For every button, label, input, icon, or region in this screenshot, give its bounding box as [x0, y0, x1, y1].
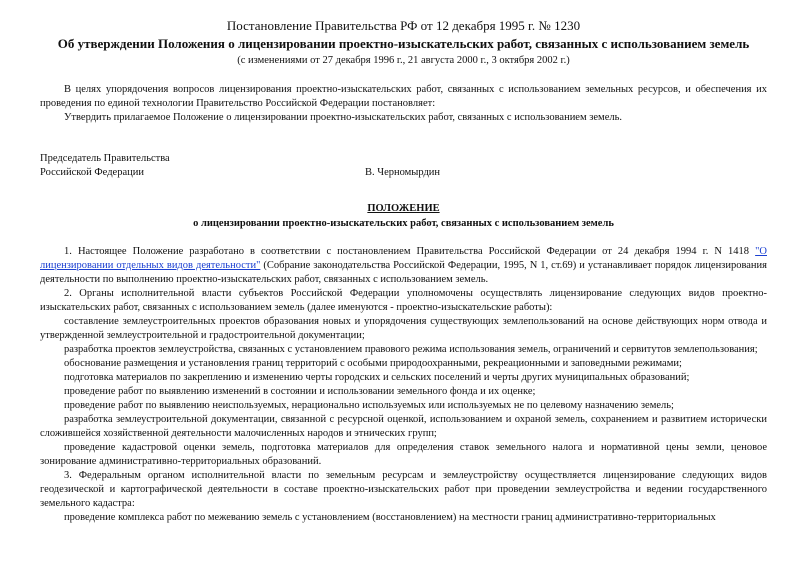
document-page	[0, 17, 807, 588]
document-header	[40, 17, 767, 68]
item-1-text-before: 1. Настоящее Положение разработано в соответствии с постановлением Правительства Российской Федерации от 24 декабря 1994 г. N 1418	[64, 246, 756, 257]
list-item: подготовка материалов по закреплению и изменению черты городских и сельских поселений и черты других муниципальных образований;	[64, 372, 690, 383]
item-1-paragraph	[40, 245, 767, 287]
signatory-position-line2: Российской Федерации	[40, 167, 144, 178]
list-item: составление землеустроительных проектов образования новых и упорядочения существующих землепользований на основе действующих норм отвода и утвержденной землеустроительной и градостроительной документации;	[40, 316, 767, 341]
item-3-paragraph: 3. Федеральным органом исполнительной власти по земельным ресурсам и землеустройству осуществляется лицензирование следующих видов геодезической и картографической деятельности в составе проектно-изыскательских работ при проведении землеустройства и ведении государственного земельного кадастра:	[40, 470, 767, 509]
item-2-paragraph: 2. Органы исполнительной власти субъектов Российской Федерации уполномочены осуществлять лицензирование следующих видов проектно-изыскательских работ, связанных с использованием земель (далее именуются - проектно-изыскательские работы):	[40, 288, 767, 313]
list-item: обоснование размещения и установления границ территорий с особыми природоохранными, рекреационными и заповедными режимами;	[64, 358, 682, 369]
signatory-position-line1: Председатель Правительства	[40, 153, 170, 164]
list-item: проведение кадастровой оценки земель, подготовка материалов для определения ставок земельного налога и нормативной цены земли, ценовое зонирование административно-территориальных образований.	[40, 442, 767, 467]
intro-section	[40, 83, 767, 125]
signatory-name: В. Черномырдин	[365, 167, 441, 178]
list-item: проведение работ по выявлению изменений в состоянии и использовании земельного фонда и их оценке;	[64, 386, 536, 397]
intro-paragraph: В целях упорядочения вопросов лицензирования проектно-изыскательских работ, связанных с использованием земельных ресурсов, и обеспечения их проведения по единой технологии Правительство Российской Федерации постановляет:	[40, 84, 767, 109]
item-1-text-after: (Собрание законодательства Российской Федерации, 1995, N 1, ст.69) и устанавливает порядок лицензирования деятельности по выполнению проектно-изыскательских работ, связанных с использованием земель.	[40, 260, 767, 285]
list-item: проведение работ по выявлению неиспользуемых, нерационально используемых или используемых не по целевому назначению земель;	[64, 400, 674, 411]
resolution-paragraph: Утвердить прилагаемое Положение о лицензировании проектно-изыскательских работ, связанных с использованием земель.	[64, 112, 623, 123]
signature-block	[40, 152, 767, 180]
list-item: разработка проектов землеустройства, связанных с установлением правового режима использования земель, ограничений и сервитутов землепользования;	[64, 344, 758, 355]
regulation-body	[40, 245, 767, 525]
list-item: проведение комплекса работ по межеванию земель с установлением (восстановлением) на местности границ административно-территориальных	[64, 512, 716, 523]
regulation-title: ПОЛОЖЕНИЕ	[367, 203, 440, 214]
document-subtitle: Об утверждении Положения о лицензировании проектно-изыскательских работ, связанных с использованием земель	[57, 36, 750, 51]
list-item: разработка землеустроительной документации, связанной с ресурсной оценкой, использованием и охраной земель, сохранением и развитием исторически сложившейся хозяйственной деятельности малочисленных народов и этнических групп;	[40, 414, 767, 439]
amendments-note: (с изменениями от 27 декабря 1996 г., 21 августа 2000 г., 3 октября 2002 г.)	[237, 55, 570, 66]
law-link[interactable]: "О лицензировании отдельных видов деятельности"	[40, 246, 767, 271]
regulation-subtitle: о лицензировании проектно-изыскательских работ, связанных с использованием земель	[193, 218, 614, 229]
document-title: Постановление Правительства РФ от 12 декабря 1995 г. № 1230	[226, 18, 581, 33]
